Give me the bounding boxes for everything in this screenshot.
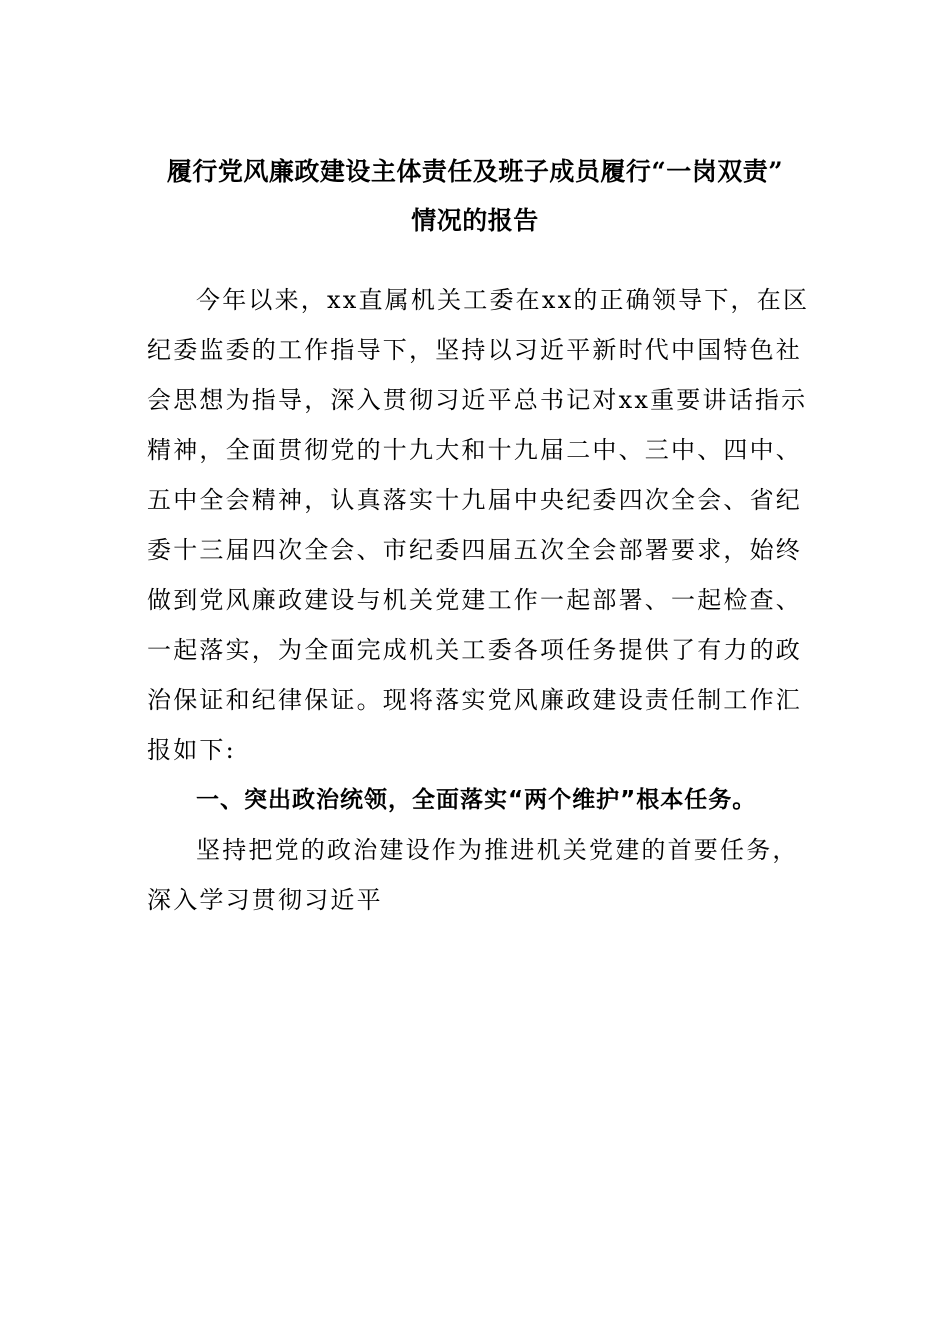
- paragraph-line: 报如下:: [147, 736, 236, 764]
- paragraph-line: 会思想为指导，深入贯彻习近平总书记对xx重要讲话指示: [147, 386, 808, 414]
- document-title-line-2: 情况的报告: [411, 206, 539, 235]
- document-title-line-1: 履行党风廉政建设主体责任及班子成员履行“一岗双责”: [166, 157, 784, 186]
- paragraph-line: 今年以来，xx直属机关工委在xx的正确领导下，在区: [196, 286, 810, 314]
- paragraph-line: 坚持把党的政治建设作为推进机关党建的首要任务，: [196, 836, 799, 864]
- paragraph-line: 做到党风廉政建设与机关党建工作一起部署、一起检查、: [147, 586, 802, 614]
- paragraph-line: 五中全会精神，认真落实十九届中央纪委四次全会、省纪: [147, 486, 802, 514]
- paragraph-line: 委十三届四次全会、市纪委四届五次全会部署要求，始终: [147, 536, 802, 564]
- paragraph-line: 一起落实，为全面完成机关工委各项任务提供了有力的政: [147, 636, 802, 664]
- paragraph-line: 精神，全面贯彻党的十九大和十九届二中、三中、四中、: [147, 436, 802, 464]
- paragraph-line: 治保证和纪律保证。现将落实党风廉政建设责任制工作汇: [147, 686, 802, 714]
- paragraph-line: 纪委监委的工作指导下，坚持以习近平新时代中国特色社: [147, 336, 802, 364]
- paragraph-line: 深入学习贯彻习近平: [147, 886, 383, 914]
- section-heading: 一、突出政治统领，全面落实“两个维护”根本任务。: [196, 787, 757, 813]
